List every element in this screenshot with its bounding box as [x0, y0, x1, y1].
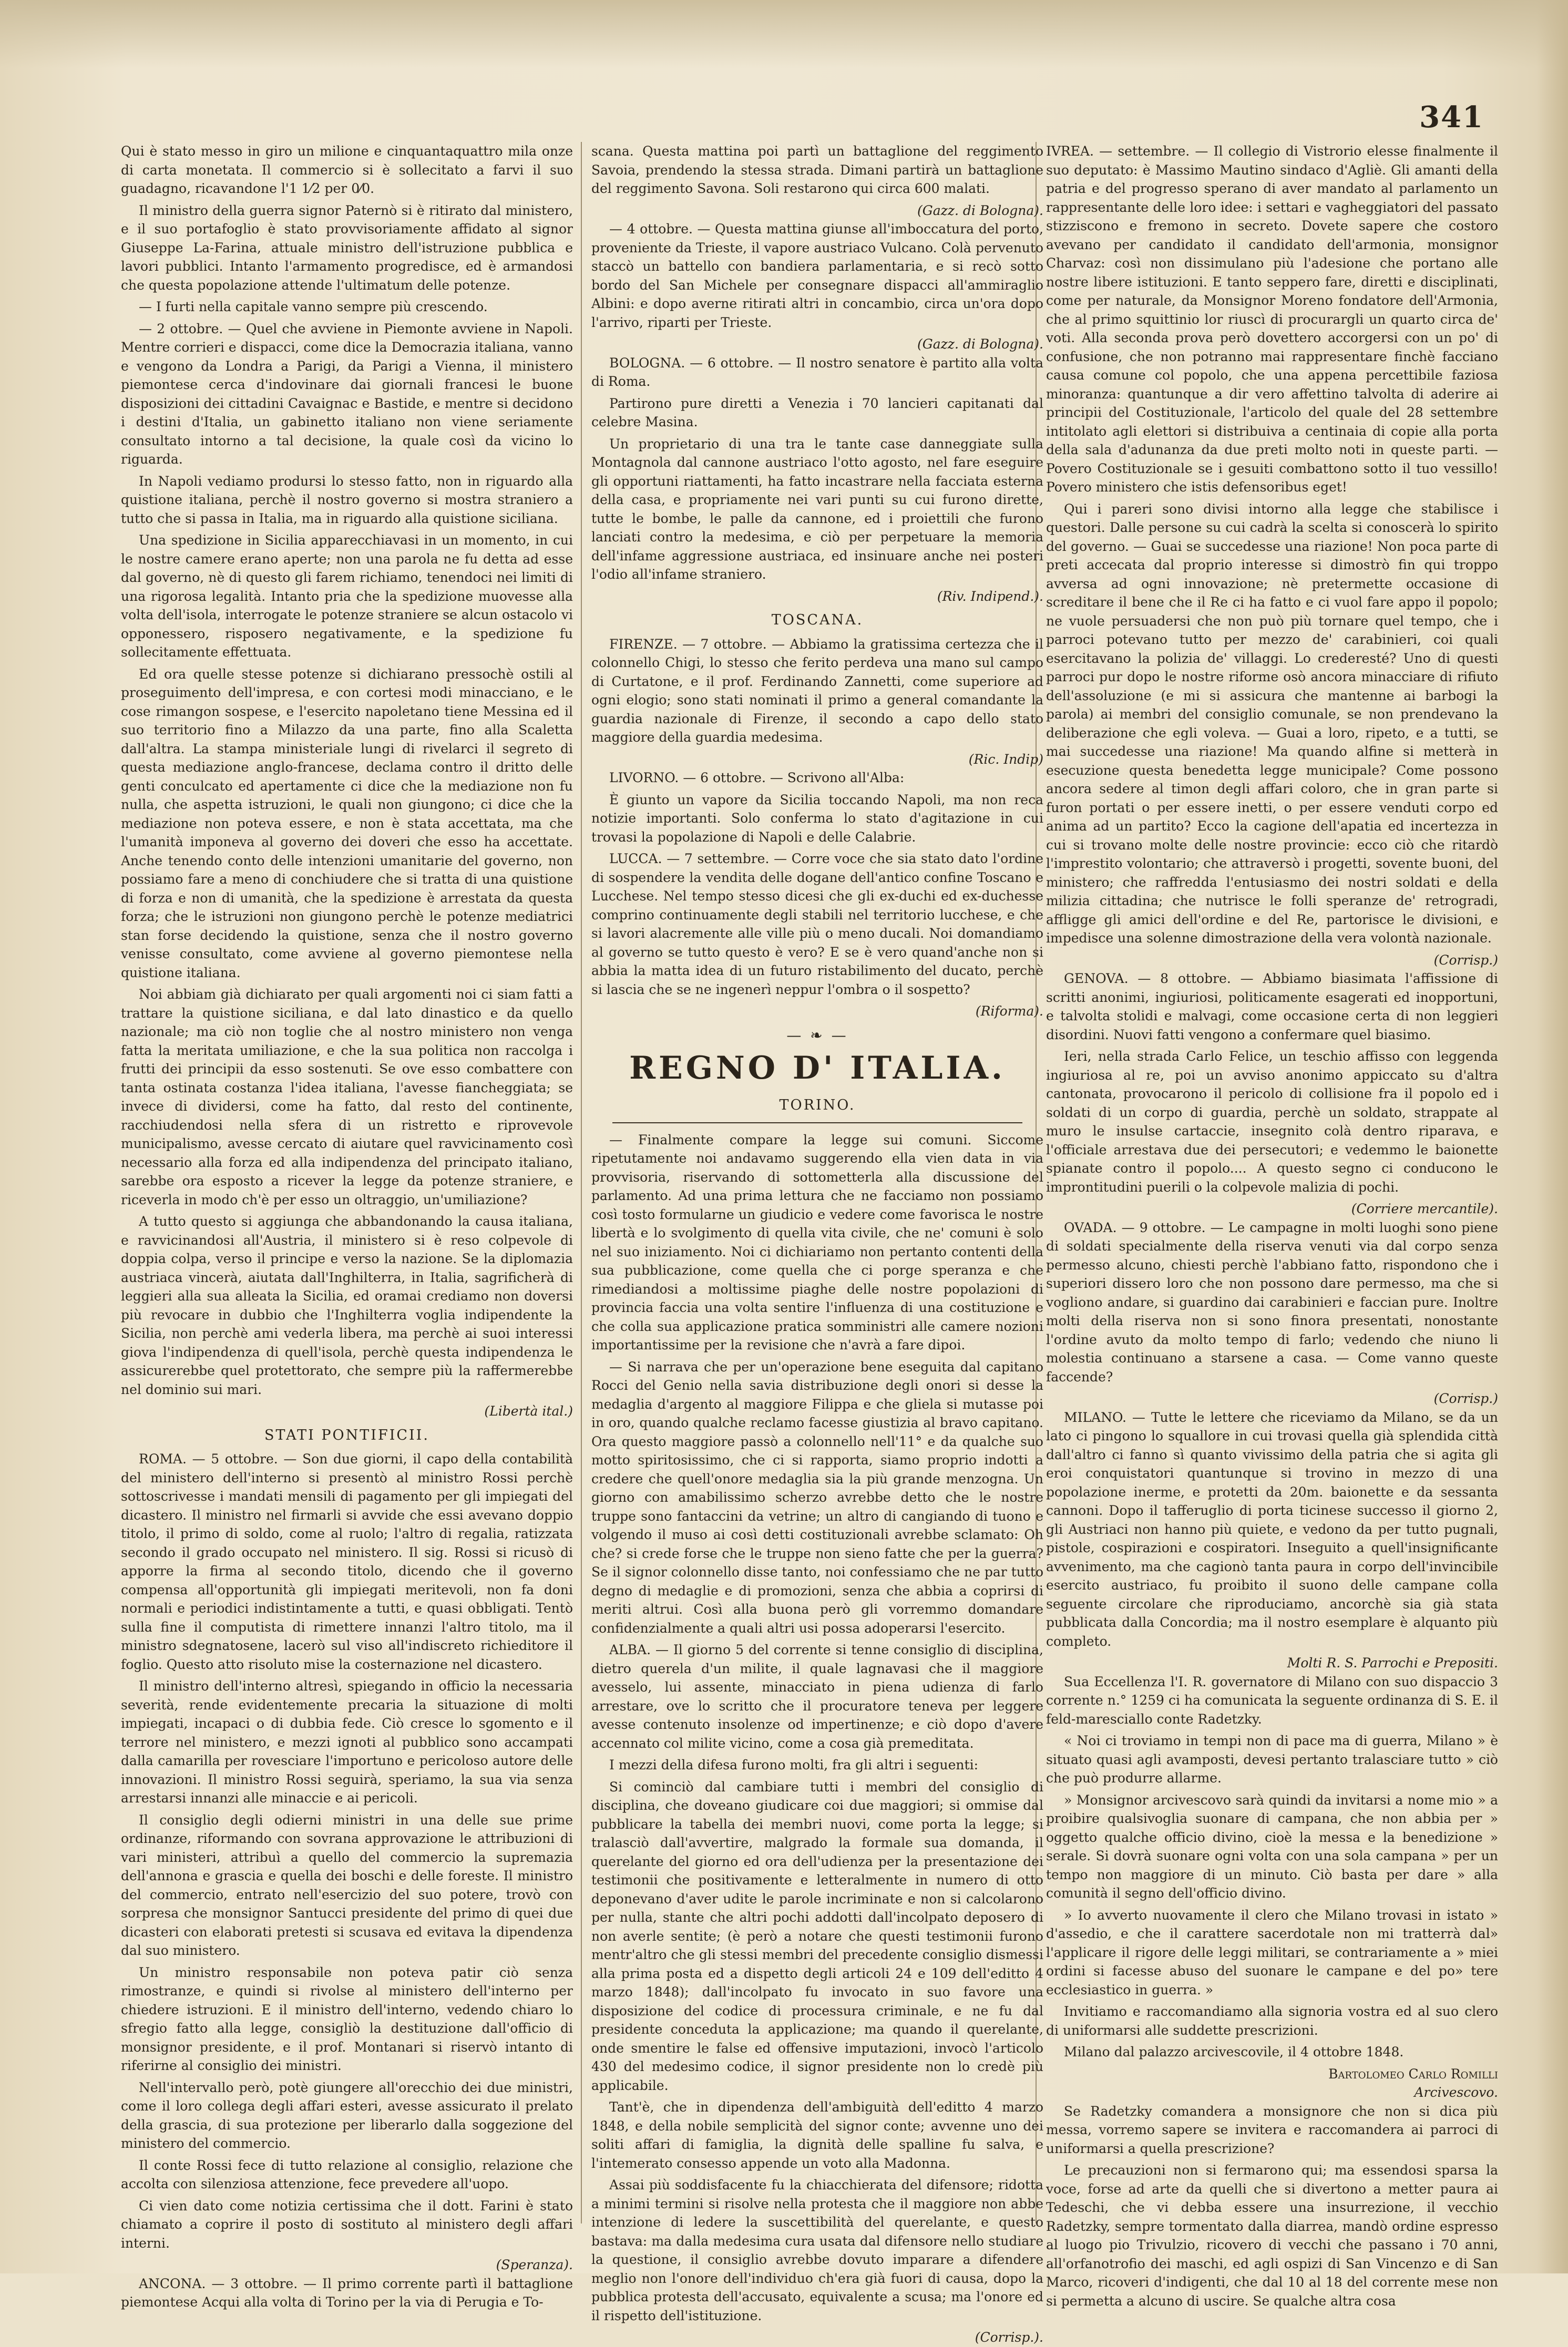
article-paragraph: Il conte Rossi fece di tutto relazione al consiglio, relazione che accolta con silenziosa attenzione, fece prevedere all'uopo. — [121, 2157, 573, 2191]
section-ornament: — ❧ — — [786, 1026, 848, 1044]
article-paragraph: Sua Eccellenza l'I. R. governatore di Milano con suo dispaccio 3 corrente n.° 1259 ci ha comunicata la seguente ordinanza di S. E. il feld-maresciallo conte Radetzky. — [1046, 1674, 1498, 1727]
section-heading-toscana: TOSCANA. — [771, 612, 864, 628]
source-citation: (Riv. Indipend.). — [937, 588, 1043, 604]
article-paragraph: IVREA. — settembre. — Il collegio di Vistrorio elesse finalmente il suo deputato: è Massimo Mautino sindaco d'Agliè. Gli amanti della patria e del progresso sperano di aver mandato al parlamento un rappresentante delle loro idee: i settari e vagheggiatori del passato stizziscono e fremono in secreto. Dovete sapere che costoro avevano per candidato il candidato dell'armonia, monsignor Charvaz: così non dissimulano più l'adesione che portano alle nostre libere istituzioni. E tanto seppero fare, diretti e disciplinati, come per naturale, da Monsignor Moreno fondatore dell'Armonia, che al primo squittinio lor riuscì di procurargli un quarto circa de' voti. Alla seconda prova però dovettero accorgersi con un po' di confusione, che non potranno mai rappresentare finchè facciano causa comune col popolo, che una appena percettibile faziosa minoranza: quantunque a dir vero affettino talvolta di aderire ai principii del Costituzionale, l'articolo del quale del 28 settembre intitolato agli elettori si distribuiva a centinaia di copie alla porta della sala d'adunanza da due preti molto noti in queste parti. — Povero Costituzionale se i gesuiti combattono sotto il tuo vessillo! Povero ministero che istis defensoribus eget! — [1046, 144, 1498, 495]
article-paragraph: GENOVA. — 8 ottobre. — Abbiamo biasimata l'affissione di scritti anonimi, ingiuriosi, politicamente esagerati ed inopportuni, e talvolta stolidi e malvagi, come occasione certa di non leggieri disordini. Nuovi fatti vengono a confermare quel biasimo. — [1046, 971, 1498, 1042]
page-top-shading — [0, 0, 1568, 68]
article-paragraph: Un proprietario di una tra le tante case danneggiate sulla Montagnola dal cannone austriaco l'otto agosto, nel fare eseguire gli opportuni riattamenti, ha fatto incastrare nella facciata esterna della casa, e propriamente nei vari punti su cui furono dirette, tutte le bombe, le palle da cannone, ed i proiettili che furono lanciati contro la medesima, e ciò per perpetuare la memoria dell'infame aggressione austriaca, ed insinuare anche nei posteri l'odio all'infame straniero. — [591, 436, 1043, 582]
article-paragraph: — 4 ottobre. — Questa mattina giunse all'imboccatura del porto, proveniente da Trieste, il vapore austriaco Vulcano. Colà pervenuto staccò un battello con bandiera parlamentaria, e si recò sotto bordo del San Michele per consegnare dispacci all'ammiraglio Albini: e dopo averne ritirati altri in concambio, circa un'ora dopo l'arrivo, riparti per Trieste. — [591, 221, 1043, 330]
article-paragraph: È giunto un vapore da Sicilia toccando Napoli, ma non reca notizie importanti. Solo conferma lo stato d'agitazione in cui trovasi la popolazione di Napoli e delle Calabrie. — [591, 792, 1043, 845]
section-heading-regno-italia: REGNO D' ITALIA. — [629, 1050, 1006, 1087]
article-paragraph: Una spedizione in Sicilia apparecchiavasi in un momento, in cui le nostre camere erano aperte; non una parola ne fu detta ad esse dal governo, nè di questo gli farem richiamo, tenendoci nei limiti di una rigorosa legalità. Intanto pria che la spedizione muovesse alla volta dell'isola, interrogate le potenze straniere se alcun ostacolo vi opponessero, risposero negativamente, e la spedizione fu sollecitamente effettuata. — [121, 532, 573, 660]
article-paragraph: In Napoli vediamo prodursi lo stesso fatto, non in riguardo alla quistione italiana, perchè il nostro governo si mostra straniero a tutto che si passa in Italia, ma in riguardo alla quistione siciliana. — [121, 473, 573, 526]
article-paragraph: OVADA. — 9 ottobre. — Le campagne in molti luoghi sono piene di soldati specialmente della riserva venuti via dal corpo senza permesso alcuno, chiesti perchè l'abbiano fatto, rispondono che i superiori dissero loro che non possono dare permesso, ma che si vogliono andare, si guardino dai carabinieri e faccian pure. Inoltre molti della riserva non si sono finora presentati, nonostante l'ordine avuto da molto tempo di farlo; vedendo che niuno li molestia continuano a starsene a casa. — Come vanno queste faccende? — [1046, 1219, 1498, 1385]
article-paragraph: Un ministro responsabile non poteva patir ciò senza rimostranze, e quindi si rivolse al ministero dell'interno per chiedere istruzioni. E il ministro dell'interno, vedendo chiaro lo sfregio fatto alla legge, consigliò la destituzione dall'officio di monsignor presidente, e il prof. Montanari si riservò intanto di riferirne al consiglio dei ministri. — [121, 1964, 573, 2073]
article-paragraph: scana. Questa mattina poi partì un battaglione del reggimento Savoia, prendendo la stessa strada. Dimani partirà un battaglione del reggimento Savona. Soli restarono qui circa 600 malati. — [591, 144, 1043, 196]
article-paragraph: BOLOGNA. — 6 ottobre. — Il nostro senatore è partito alla volta di Roma. — [591, 355, 1043, 389]
heading-rule — [612, 1122, 1022, 1123]
article-paragraph: Ci vien dato come notizia certissima che il dott. Farini è stato chiamato a coprire il posto di sostituto al ministero degli affari interni. — [121, 2198, 573, 2251]
source-citation: (Gazz. di Bologna). — [917, 336, 1043, 352]
article-paragraph: LUCCA. — 7 settembre. — Corre voce che sia stato dato l'ordine di sospendere la vendita delle dogane dell'antico confine Toscano e Lucchese. Nel tempo stesso dicesi che gli ex-duchi ed ex-duchesse comprino continuamente degli stabili nel territorio lucchese, e che si lavori alacremente alle ville più o meno ducali. Noi domandiamo al governo se tutto questo è vero? E se è vero quand'anche non si abbia la matta idea di un futuro ristabilimento del ducato, perchè si lascia che se ne ingenerì neppur l'ombra o il sospetto? — [591, 851, 1043, 997]
article-paragraph: LIVORNO. — 6 ottobre. — Scrivono all'Alba: — [609, 770, 905, 785]
article-paragraph: Il ministro dell'interno altresì, spiegando in officio la necessaria severità, rende evidentemente precaria la situazione di molti impiegati, incapaci o di dubbia fede. Ciò cresce lo sgomento e il terrore nel ministero, e mezzi ignoti al pubblico sono accampati dalla camarilla per rovesciare l'importuno e pericoloso autore delle innovazioni. Il ministro Rossi seguirà, speriamo, la sua via senza arrestarsi innanzi alle minaccie e ai pericoli. — [121, 1678, 573, 1806]
column-2 — [591, 142, 1043, 2345]
article-paragraph: Noi abbiam già dichiarato per quali argomenti noi ci siam fatti a trattare la quistione siciliana, e dal lato dinastico e da quello nazionale; ma ciò non toglie che al nostro ministero non venga fatta la meritata umiliazione, e che la sua politica non raccolga i frutti dei principii da esso sostenuti. Se ove esso combattere con tanta ostinata costanza l'idea italiana, l'avesse fiancheggiata; se invece di dividersi, come ha fatto, dal resto del continente, racchiudendosi nella sfera di un ristretto e riprovevole municipalismo, avesse cercato di aiutare quel ravvicinamento così necessario alla forza ed alla indipendenza del principato italiano, sarebbe ora esposto a ricever la legge da potenze straniere, e riceverla in modo ch'è per esso un oltraggio, un'umiliazione? — [121, 987, 573, 1207]
source-citation: (Libertà ital.) — [484, 1403, 573, 1419]
source-citation: (Corrisp.) — [1433, 1391, 1498, 1406]
article-paragraph: Assai più soddisfacente fu la chiacchierata del difensore; ridotta a minimi termini si risolve nella protesta che il maggiore non abbe intenzione di ledere la suscettibilità del querelante, e questo bastava: ma dalla medesima cura usata dal difensore nello studiare la questione, il consiglio avrebbe dovuto imparare a difendere meglio non l'onore dell'individuo ch'era già fuori di causa, dopo la pubblica protesta dell'accusato, equivalente a scusa; ma l'onore ed il rispetto dell'istituzione. — [591, 2177, 1043, 2323]
article-paragraph: Si cominciò dal cambiare tutti i membri del consiglio di disciplina, che doveano giudicare coi due maggiori; si ommise dal pubblicare la tabella dei membri nuovi, come porta la legge; si tralasciò dall'avvertire, malgrado la formale sua domanda, il querelante del giorno ed ora dell'udienza per la presentazione dei testimonii che positivamente e letteralmente in numero di otto deponevano d'aver udite le parole incriminate e non si calcolarono per nulla, stante che altri pochi addotti dall'incolpato deposero di non averle sentite; (è però a notare che questi testimonii furono mentr'altro che gli stessi membri del precedente consiglio dismessi alla prima posta ed a dispetto degli articoli 24 e 109 dell'editto 4 marzo 1848); dall'incolpato fu invocato in suo favore una disposizione del codice di processura criminale, e ne fu dal presidente conceduta la applicazione; ma quando il querelante, onde smentire le false ed offensive imputazioni, invocò l'articolo 430 del medesimo codice, il signor presidente non lo credè più applicabile. — [591, 1779, 1043, 2093]
article-paragraph: — 2 ottobre. — Quel che avviene in Piemonte avviene in Napoli. Mentre corrieri e dispacci, come dice la Democrazia italiana, vanno e vengono da Londra a Parigi, da Parigi a Vienna, il ministero piemontese cerca d'indovinare dai giornali francesi le buone disposizioni dei cittadini Cavaignac e Bastide, e mentre si decidono i destini d'Italia, un gabinetto italiano non viene seriamente consultato intorno a tal decisione, la quale così da vicino lo riguarda. — [121, 321, 573, 467]
column-1 — [121, 142, 573, 2310]
article-paragraph: ALBA. — Il giorno 5 del corrente si tenne consiglio di disciplina, dietro querela d'un milite, il quale lagnavasi che il maggiore avesselo, lui assente, minacciato in piena udienza di farlo arrestare, ove lo scritto che il procuratore teneva per leggere avesse contenuto insolenze od impertinenze; e ciò dopo d'avere accennato col milite vicino, come a cosa già premeditata. — [591, 1642, 1043, 1751]
article-paragraph: Milano dal palazzo arcivescovile, il 4 ottobre 1848. — [1064, 2044, 1404, 2059]
article-paragraph: — Si narrava che per un'operazione bene eseguita dal capitano Rocci del Genio nella savia distribuzione degli onori si desse la medaglia d'argento al maggiore Filippa e che gliela si mutasse poi in oro, quando qualche reclamo facesse giustizia al bravo capitano. Ora questo maggiore passò a colonnello nell'11° e da qualche suo motto spiritosissimo, che ci si rapporta, siamo proprio indotti a credere che quell'onore medaglia sia la più grande menzogna. Un giorno con amabilissimo scherzo avrebbe detto che le nostre truppe sono fantaccini da vetrine; un altro di cangiando di tuono e volgendo il muso ai così detti costituzionali avrebbe sclamato: Oh che? si crede forse che le truppe non sieno fatte che per la guerra? Se il signor colonnello disse tanto, noi confessiamo che ne par tutto degno di medaglie e di promozioni, senza che abbia a coprirsi di meriti altrui. Così alla buona però gli vorremmo domandare confidenzialmente a quali altri usi possa adoperarsi l'esercito. — [591, 1359, 1043, 1636]
article-paragraph: Invitiamo e raccomandiamo alla signoria vostra ed al suo clero di uniformarsi alle suddette prescrizioni. — [1046, 2004, 1498, 2038]
column-3 — [1046, 142, 1498, 2309]
source-citation: (Ric. Indip) — [968, 751, 1043, 767]
article-paragraph: ANCONA. — 3 ottobre. — Il primo corrente partì il battaglione piemontese Acqui alla volta di Torino per la via di Perugia e To- — [121, 2276, 573, 2310]
article-paragraph: Se Radetzky comandera a monsignore che non si dica più messa, vorremo sapere se invitera e raccomandera ai parroci di uniformarsi a quella prescrizione? — [1046, 2103, 1498, 2156]
source-citation: (Corrisp.). — [975, 2330, 1043, 2345]
article-paragraph: Tant'è, che in dipendenza dell'ambiguità dell'editto 4 marzo 1848, e della nobile semplicità del signor conte; avvenne uno dei soliti affari di famiglia, la dignità delle spalline fu salva, e l'intemerato consesso appende un voto alla Madonna. — [591, 2099, 1043, 2171]
source-citation: (Speranza). — [496, 2257, 573, 2272]
article-paragraph: Il consiglio degli odierni ministri in una delle sue prime ordinanze, riformando con sovrana approvazione le attribuzioni di vari ministeri, attribuì a quello del commercio la supremazia dell'annona e grascia e quella dei boschi e delle foreste. Il ministro del commercio, entrato nell'esercizio del suo potere, trovò con sorpresa che monsignor Santucci presidente del primo di quei due dicasteri con elaborati pretesti si scusava ed evitava la dipendenza dal suo ministero. — [121, 1812, 573, 1958]
source-citation: (Corriere mercantile). — [1351, 1201, 1498, 1216]
article-paragraph: MILANO. — Tutte le lettere che riceviamo da Milano, se da un lato ci pingono lo squallore in cui trovasi quella già splendida città dall'altro ci fanno sì quanto vivissimo della patria che si agita gli eroi conquistatori quantunque si trovino in mezzo di una popolazione inerme, e protetti da 20m. baionette e da sessanta cannoni. Dopo il tafferuglio di porta ticinese successo il giorno 2, gli Austriaci non hanno più quiete, e vedono da per tutto pugnali, pistole, cospirazioni e cospiratori. Inseguito a quell'insignificante avvenimento, ma che cagionò tanta paura in corpo dell'invincibile esercito austriaco, fu proibito il suono delle campane colla seguente circolare che riproduciamo, ancorchè sia già stata pubblicata dalla Concordia; ma il nostro esemplare è alquanto più completo. — [1046, 1409, 1498, 1649]
column-divider-1 — [581, 142, 582, 2223]
article-paragraph: A tutto questo si aggiunga che abbandonando la causa italiana, e ravvicinandosi all'Austria, il ministero si è reso colpevole di doppia colpa, verso il principe e verso la nazione. Se la diplomazia austriaca vincerà, aiutata dall'Inghilterra, in Italia, sagrificherà di leggieri alla sua alleata la Sicilia, ed oramai crediamo non doversi più revocare in dubbio che l'Inghilterra voglia indipendente la Sicilia, non perchè ami vederla libera, ma perchè ai suoi interessi giova l'indipendenza di quell'isola, perchè questa indipendenza le assicurerebbe quel protettorato, che sempre più la raffermerebbe nel dominio sui mari. — [121, 1214, 573, 1397]
article-paragraph: FIRENZE. — 7 ottobre. — Abbiamo la gratissima certezza che il colonnello Chigi, lo stesso che ferito perdeva una mano sul campo di Curtatone, e il prof. Ferdinando Zannetti, come superiore ad ogni elogio; sono stati nominati il primo a general comandante la guardia nazionale di Firenze, il secondo a capo dello stato maggiore della guardia medesima. — [591, 636, 1043, 745]
source-citation: (Riforma). — [975, 1003, 1043, 1019]
article-paragraph: Ed ora quelle stesse potenze si dichiarano pressochè ostili al proseguimento dell'impresa, e con cortesi modi minacciano, e le cose rimangon sospese, e l'esercito napoletano tiene Messina ed il suo territorio fino a Milazzo da una parte, fino alla Scaletta dall'altra. La stampa ministeriale lungi di rivelarci il segreto di questa mediazione anglo-francese, declama contro il dritto delle genti conculcato ed apertamente ci dice che la mediazione non fu nulla, che aspetta istruzioni, le quali non giungono; ci dice che la mediazione non poteva essere, e non è stata accettata, ma che l'umanità imponeva al governo dei doveri che esso ha accettate. Anche tenendo conto delle intenzioni umanitarie del governo, non possiamo fare a meno di conchiudere che si tratta di una quistione di forza e non di umanità, che la spedizione è arrestata da questa forza; che le istruzioni non giungono perchè le potenze mediatrici stan forse decidendo la quistione, senza che il nostro governo venisse consultato, come avviene al governo piemontese nella quistione italiana. — [121, 666, 573, 980]
page-number: 341 — [1419, 100, 1484, 135]
article-paragraph: Partirono pure diretti a Venezia i 70 lancieri capitanati dal celebre Masina. — [591, 395, 1043, 429]
quoted-paragraph: » Io avverto nuovamente il clero che Milano trovasi in istato » d'assedio, e che il carattere sacerdotale non mi tratterrà dal» l'applicare il rigore delle leggi militari, se contrariamente a » miei ordini si facesse abuso del suonare le campane e del po» tere ecclesiastico in guerra. » — [1046, 1907, 1498, 1997]
quoted-paragraph: « Noi ci troviamo in tempi non di pace ma di guerra, Milano » è situato quasi agli avamposti, devesi pertanto tralasciare tutto » ciò che può produrre allarme. — [1046, 1733, 1498, 1786]
quoted-paragraph: » Monsignor arcivescovo sarà quindi da invitarsi a nome mio » a proibire qualsivoglia suonare di campana, che non abbia per » oggetto qualche officio divino, cioè la messa e la benedizione » serale. Si dovrà suonare ogni volta con una sola campana » per un tempo non maggiore di un minuto. Ciò basta per dare » alla comunità il segno dell'officio divino. — [1046, 1792, 1498, 1901]
page-right-shading — [1536, 0, 1568, 2273]
article-paragraph: Qui i pareri sono divisi intorno alla legge che stabilisce i questori. Dalle persone su cui cadrà la scelta si conoscerà lo spirito del governo. — Guai se succedesse una riazione! Non poca parte di preti accecata dal proprio interesse si dimostrò fin qui troppo avversa ad ogni innovazione; nè pretermette occasione di screditare il bene che il Re ci ha fatto e ci vuol fare appo il popolo; ne vuole persuadersi che non può più tornare quel tempo, che i parroci potevano tutto per mezzo de' carabinieri, coi quali esercitavano la polizia de' villaggi. Lo crederesté? Uno di questi parroci pur dopo le nostre riforme osò ancora minacciare di rifiuto dell'assoluzione (e mi si assicura che mantenne ai barbogi la parola) ai membri del consiglio comunale, se non prendevano la deliberazione che egli voleva. — Guai a loro, ripeto, e a tutti, se mai succedesse una riazione! Ma quando alfine si metterà in esecuzione questa benedetta legge municipale? Come possono ancora sedere al timon degli affari coloro, che in gran parte si furon portati o per essere inetti, o per essere venduti corpo ed anima ad un partito? Ecco la cagione dell'apatia ed incertezza in cui si trovano molte delle nostre provincie: ecco ciò che ritardò l'imprestito volontario; che attraversò i progetti, sovente buoni, del ministero; che raffredda l'entusiasmo dei nostri soldati e della milizia cittadina; che nutrisce le folli speranze de' retrogradi, affligge gli amici dell'ordine e del Re, partorisce le divisioni, e impedisce una solenne dimostrazione della vera volontà nazionale. — [1046, 501, 1498, 946]
article-paragraph: — I furti nella capitale vanno sempre più crescendo. — [139, 299, 488, 314]
article-paragraph: Ieri, nella strada Carlo Felice, un teschio affisso con leggenda ingiuriosa al re, poi un avviso anonimo appiccato su d'altra cantonata, provocarono il pericolo di collisione fra il popolo ed i soldati di un corpo di guardia, perchè un soldato, strappate al muro le insulse cartaccie, insegnito colà dentro riparava, e l'officiale arrestava due dei persecutori; e vedemmo le baionette spianate contro il popolo.... A questo segno ci conducono le improntitudini puerili o la colpevole malizia di pochi. — [1046, 1049, 1498, 1195]
article-paragraph: ROMA. — 5 ottobre. — Son due giorni, il capo della contabilità del ministero dell'interno si presentò al ministro Rossi perchè sottoscrivesse i mandati mensili di pagamento per gli impiegati del dicastero. Il ministro nel firmarli si avvide che essi avevano doppio titolo, il primo di soldo, come al ruolo; l'altro di regalia, ratizzata secondo il grado occupato nel ministero. Il sig. Rossi si ricusò di apporre la firma al secondo titolo, dicendo che il governo compensa all'opportunità gli impiegati meritevoli, non fa doni normali e periodici indistintamente a tutti, e quasi obbligati. Tentò sulla fine il computista di rimettere innanzi l'altro titolo, ma il ministro sdegnatosene, lacerò sul viso all'indiscreto richieditore il foglio. Questo atto risoluto mise la costernazione nel dicastero. — [121, 1451, 573, 1672]
article-paragraph: Nell'intervallo però, potè giungere all'orecchio dei due ministri, come il loro collega degli affari esteri, avesse assicurato il prelato della grascia, di sua protezione per liberarlo dalla soggezione del ministero del commercio. — [121, 2079, 573, 2151]
article-paragraph: Qui è stato messo in giro un milione e cinquantaquattro mila onze di carta monetata. Il commercio si è sollecitato a farvi il suo guadagno, ricavandone l'1 1⁄2 per 0⁄0. — [121, 144, 573, 196]
source-citation: (Gazz. di Bologna). — [917, 202, 1043, 218]
article-paragraph: — Finalmente compare la legge sui comuni. Siccome ripetutamente noi andavamo suggerendo ella vien data in via provvisoria, riservando di sottometterla alla discussione del parlamento. Ad una prima lettura che ne facciamo non possiamo così tosto formularne un giudicio e vedere come favorisca le nostre libertà e lo svolgimento di quella vita civile, che ne' comuni è solo nel suo iniziamento. Noi ci dichiariamo non pertanto contenti della sua pubblicazione, come quella che ci porge speranza e che rimediandosi a moltissime piaghe delle nostre popolazioni di provincia faccia una volta sentire l'influenza di una costituzione e che colla sua applicazione pratica somministri alle camere nozioni importantissime per la revisione che n'avrà a fare dipoi. — [591, 1132, 1043, 1352]
article-paragraph: Le precauzioni non si fermarono qui; ma essendosi sparsa la voce, forse ad arte da quelli che si divertono a metter paura ai Tedeschi, che vi debba essere una insurrezione, il vecchio Radetzky, sempre tormentato dalla diarrea, mandò ordine espresso al luogo pio Trivulzio, ricovero di vecchi che passano i 70 anni, all'orfanotrofio dei maschi, ed agli ospizi di San Vincenzo e di San Marco, ricoveri d'indigenti, che dal 10 al 18 del corrente mese non si permetta a alcuno di uscire. Se qualche altra cosa — [1046, 2162, 1498, 2309]
signature-name: Bartolomeo Carlo Romilli — [1328, 2066, 1498, 2082]
section-heading-torino: TORINO. — [779, 1097, 856, 1113]
signature-parroci: Molti R. S. Parrochi e Prepositi. — [1287, 1655, 1498, 1670]
article-paragraph: Il ministro della guerra signor Paternò si è ritirato dal ministero, e il suo portafoglio è stato provvisoriamente affidato al signor Giuseppe La-Farina, attuale ministro dell'istruzione pubblica e lavori pubblici. Intanto l'armamento progredisce, ed è armandosi che questa popolazione attende l'ultimatum delle potenze. — [121, 202, 573, 293]
section-heading-stati-pontificii: STATI PONTIFICII. — [264, 1427, 429, 1443]
article-paragraph: I mezzi della difesa furono molti, fra gli altri i seguenti: — [609, 1757, 978, 1772]
source-citation: (Corrisp.) — [1433, 952, 1498, 968]
signature-title: Arcivescovo. — [1414, 2085, 1498, 2100]
